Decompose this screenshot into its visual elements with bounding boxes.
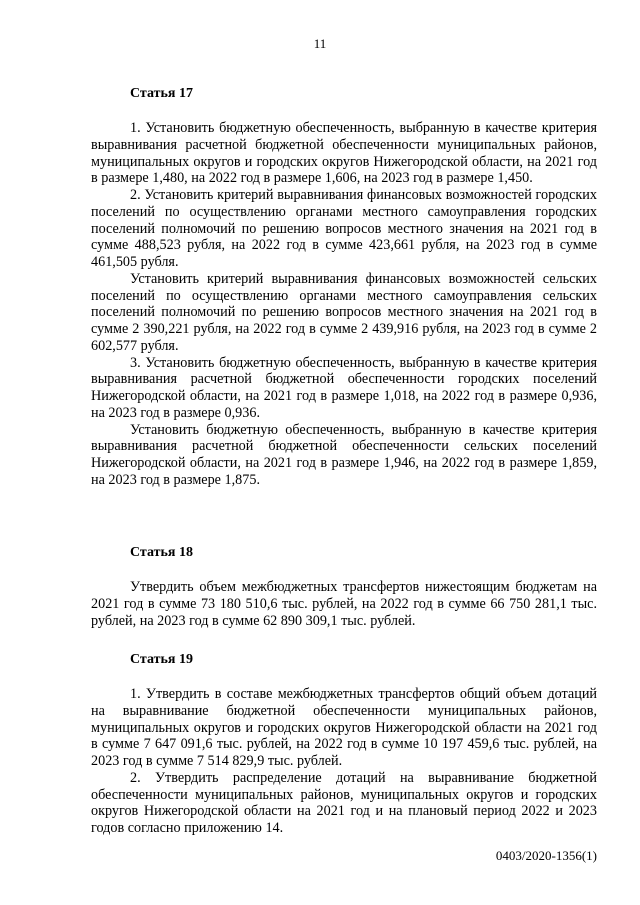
article-17-paragraph-3: Установить критерий выравнивания финансовых возможностей сельских поселений по осуществлению органами местного самоуправления сельских поселений полномочий по решению вопросов местного значения на 2021 год в сумме 2 390,221 рубля, на 2022 год в сумме 2 439,916 рубля, на 2023 год в сумме 2 602,577 рубля. [91,270,597,354]
article-17-paragraph-1: 1. Установить бюджетную обеспеченность, выбранную в качестве критерия выравнивания расчетной бюджетной обеспеченности муниципальных районов, муниципальных округов и городских округов Нижегородской области, на 2021 год в размере 1,480, на 2022 год в размере 1,606, на 2023 год в размере 1,450. [91,120,597,187]
article-17-paragraph-5: Установить бюджетную обеспеченность, выбранную в качестве критерия выравнивания расчетной бюджетной обеспеченности сельских поселений Нижегородской области, на 2021 год в размере 1,946, на 2022 год в размере 1,859, на 2023 год в размере 1,875. [91,421,597,488]
page-number: 11 [313,36,327,51]
document-code: 0403/2020-1356(1) [495,848,597,863]
article-19-paragraph-1: 1. Утвердить в составе межбюджетных трансфертов общий объем дотаций на выравнивание бюджетной обеспеченности муниципальных районов, муниципальных округов и городских округов Нижегородской области на 2021 год в сумме 7 647 091,6 тыс. рублей, на 2022 год в сумме 10 197 459,6 тыс. рублей, на 2023 год в сумме 7 514 829,9 тыс. рублей. [91,686,597,769]
article-18-body [91,579,597,629]
article-19-body [91,686,597,837]
article-heading-19: Статья 19 [130,652,193,667]
article-heading-17: Статья 17 [130,86,193,101]
article-19-paragraph-2: 2. Утвердить распределение дотаций на выравнивание бюджетной обеспеченности муниципальных районов, муниципальных округов и городских округов Нижегородской области на 2021 год и на плановый период 2022 и 2023 годов согласно приложению 14. [91,769,597,836]
article-heading-18: Статья 18 [130,545,193,560]
article-17-paragraph-4: 3. Установить бюджетную обеспеченность, выбранную в качестве критерия выравнивания расчетной бюджетной обеспеченности городских поселений Нижегородской области, на 2021 год в размере 1,018, на 2022 год в размере 0,936, на 2023 год в размере 0,936. [91,354,597,421]
article-17-body [91,120,597,489]
article-18-paragraph-1: Утвердить объем межбюджетных трансфертов нижестоящим бюджетам на 2021 год в сумме 73 180 510,6 тыс. рублей, на 2022 год в сумме 66 750 281,1 тыс. рублей, на 2023 год в сумме 62 890 309,1 тыс. рублей. [91,579,597,629]
article-17-paragraph-2: 2. Установить критерий выравнивания финансовых возможностей городских поселений по осуществлению органами местного самоуправления городских поселений полномочий по решению вопросов местного значения на 2021 год в сумме 488,523 рубля, на 2022 год в сумме 423,661 рубля, на 2023 год в сумме 461,505 рубля. [91,187,597,270]
